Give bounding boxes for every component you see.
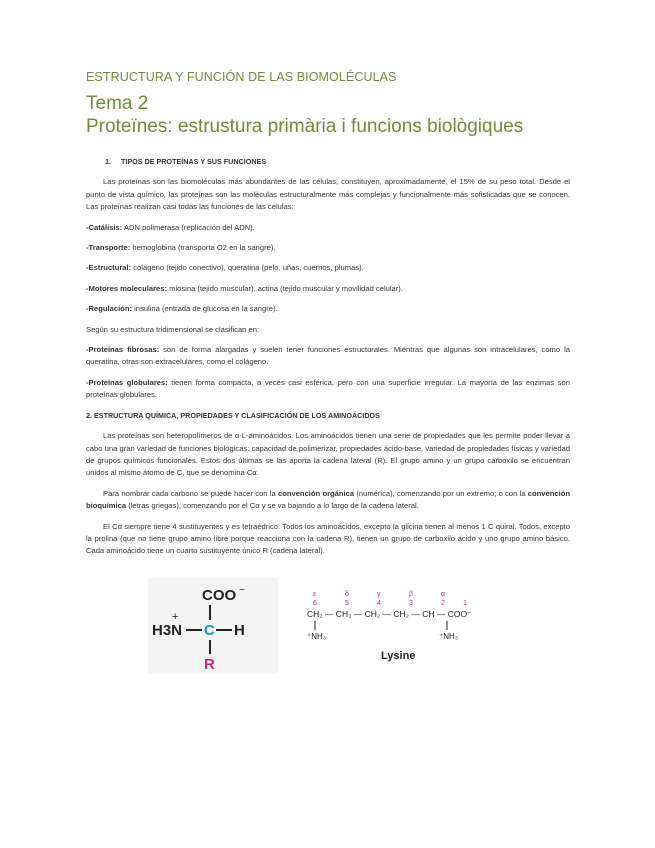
document-body [86, 156, 570, 566]
lysine-structure [303, 588, 513, 673]
amino-label: H3N [152, 622, 183, 639]
greek-alpha: α [441, 591, 446, 598]
paragraph-classify: Según su estructura tridimensional se clasifican en: [86, 324, 260, 334]
function-label: -Regulación: [86, 304, 132, 314]
carbon-num-2: 2 [441, 600, 445, 607]
greek-beta: β [409, 591, 414, 598]
function-text: miosina (tejido muscular), actina (tejido muscular y movilidad celular). [167, 283, 403, 293]
text-span: (letras griegas), comenzando por el Cα y se va bajando a lo largo de la cadena lateral. [126, 501, 419, 511]
function-item [86, 262, 570, 274]
page-title: Proteïnes: estrustura primària i funcions biològiques [86, 116, 524, 137]
plus-sign: + [172, 611, 179, 623]
hydrogen-label: H [234, 622, 245, 639]
topic-number: Tema 2 [86, 93, 149, 114]
function-label: -Catálisis: [86, 222, 123, 232]
greek-epsilon: ε [313, 591, 317, 598]
amino-acid-figure [148, 578, 518, 673]
function-text: hemoglobina (transporta O2 en la sangre). [130, 243, 276, 253]
type-item [86, 344, 570, 369]
alpha-carbon-label: C [204, 622, 215, 639]
function-item [86, 242, 570, 254]
section-1-heading [86, 156, 570, 168]
generic-amino-acid-structure [148, 578, 278, 673]
lysine-chain: CH₂ — CH₂ — CH₂ — CH₂ — CH — COO⁻ [307, 609, 472, 619]
function-label: -Estructural: [86, 263, 132, 273]
carbon-num-5: 5 [345, 600, 349, 607]
subject-heading: ESTRUCTURA Y FUNCIÓN DE LAS BIOMOLÉCULAS [86, 70, 397, 84]
side-chain-label: R [204, 656, 215, 673]
paragraph-intro: Las proteínas son las biomoléculas más abundantes de las células, constituyen, aproximadamente, el 15% de su peso total. Desde el punto de vista químico, las proteínas son las moléculas estructuralmente más complejas y funcionalmente más sofisticadas que se conocen. Las proteínas realizan casi todas las funciones de las células: [86, 177, 570, 212]
bold-term: convención orgánica [277, 488, 355, 498]
alpha-amino: ⁺NH₃ [439, 632, 459, 641]
function-text: ADN polimerasa (replicación del ADN). [122, 222, 255, 232]
section-title: TIPOS DE PROTEÍNAS Y SUS FUNCIONES [121, 157, 267, 166]
lysine-name: Lysine [381, 650, 416, 662]
carbon-num-4: 4 [377, 600, 381, 607]
carbon-num-3: 3 [409, 600, 413, 607]
type-text: son de forma alargadas y suelen tener funciones estructurales. Mientras que algunas son intracelulares, como la queratina, otras son extracelulares, como el colágeno. [86, 345, 570, 367]
function-item [86, 283, 570, 295]
function-text: insulina (entrada de glucosa en la sangre). [132, 304, 278, 314]
section-number: 1. [105, 157, 111, 166]
section-2-heading: 2. ESTRUCTURA QUÍMICA, PROPIEDADES Y CLASIFICACIÓN DE LOS AMINOÁCIDOS [86, 410, 380, 420]
paragraph-aminoacids: Las proteínas son heteropolímeros de α-L-aminoácidos. Los aminoácidos tienen una serie de propiedades que les permite poder llevar a cabo una gran variedad de funciones biológicas: capacidad de polimerizar, propiedades ácido-base, variedad de propiedades físicas y variedad de grupos químicos funcionales. Estos dos últimas se las aporta la cadena lateral (R). El grupo amino y un grupo carboxilo se encuentran unidos al mismo átomo de C, que se denomina Cα. [86, 431, 570, 478]
carboxyl-label: COO [202, 587, 237, 604]
type-item [86, 377, 570, 402]
text-span: (numérica), comenzando por un extremo; o con la [354, 488, 528, 498]
minus-sign: − [239, 585, 245, 596]
carbon-num-1: 1 [463, 600, 467, 607]
type-text: tienen forma compacta, a veces casi esférica, pero con una superficie irregular. La mayoría de las enzimas son proteínas globulares. [86, 377, 570, 400]
function-label: -Motores moleculares: [86, 283, 168, 293]
type-label: -Proteínas fibrosas: [86, 345, 160, 355]
carbon-num-6: 6 [313, 600, 317, 607]
text-span: Para nombrar cada carbono se puede hacer con la [103, 488, 278, 498]
epsilon-amino: ⁺NH₃ [307, 632, 327, 641]
greek-gamma: γ [377, 591, 381, 598]
greek-delta: δ [345, 591, 349, 598]
bold-term: convención bioquímica [86, 488, 570, 511]
function-label: -Transporte: [86, 243, 131, 253]
function-item [86, 303, 570, 315]
paragraph-calpha: El Cα siempre tiene 4 sustituyentes y es tetraédrico. Todos los aminoácidos, excepto la glicina tienen al menos 1 C quiral. Todos, excepto la prolina (que no tiene grupo amino libre porque reacciona con la cadena R), tienen un grupo de carboxilo ácido y uno grupo amino básico. Cada aminoácido tiene un cuarto sustituyente único R (cadena lateral). [86, 521, 570, 556]
paragraph-naming [86, 488, 570, 513]
type-label: -Proteínas globulares: [86, 377, 168, 387]
function-text: colágeno (tejido conectivo), queratina (pelo, uñas, cuernos, plumas). [131, 263, 364, 273]
function-item [86, 222, 570, 234]
